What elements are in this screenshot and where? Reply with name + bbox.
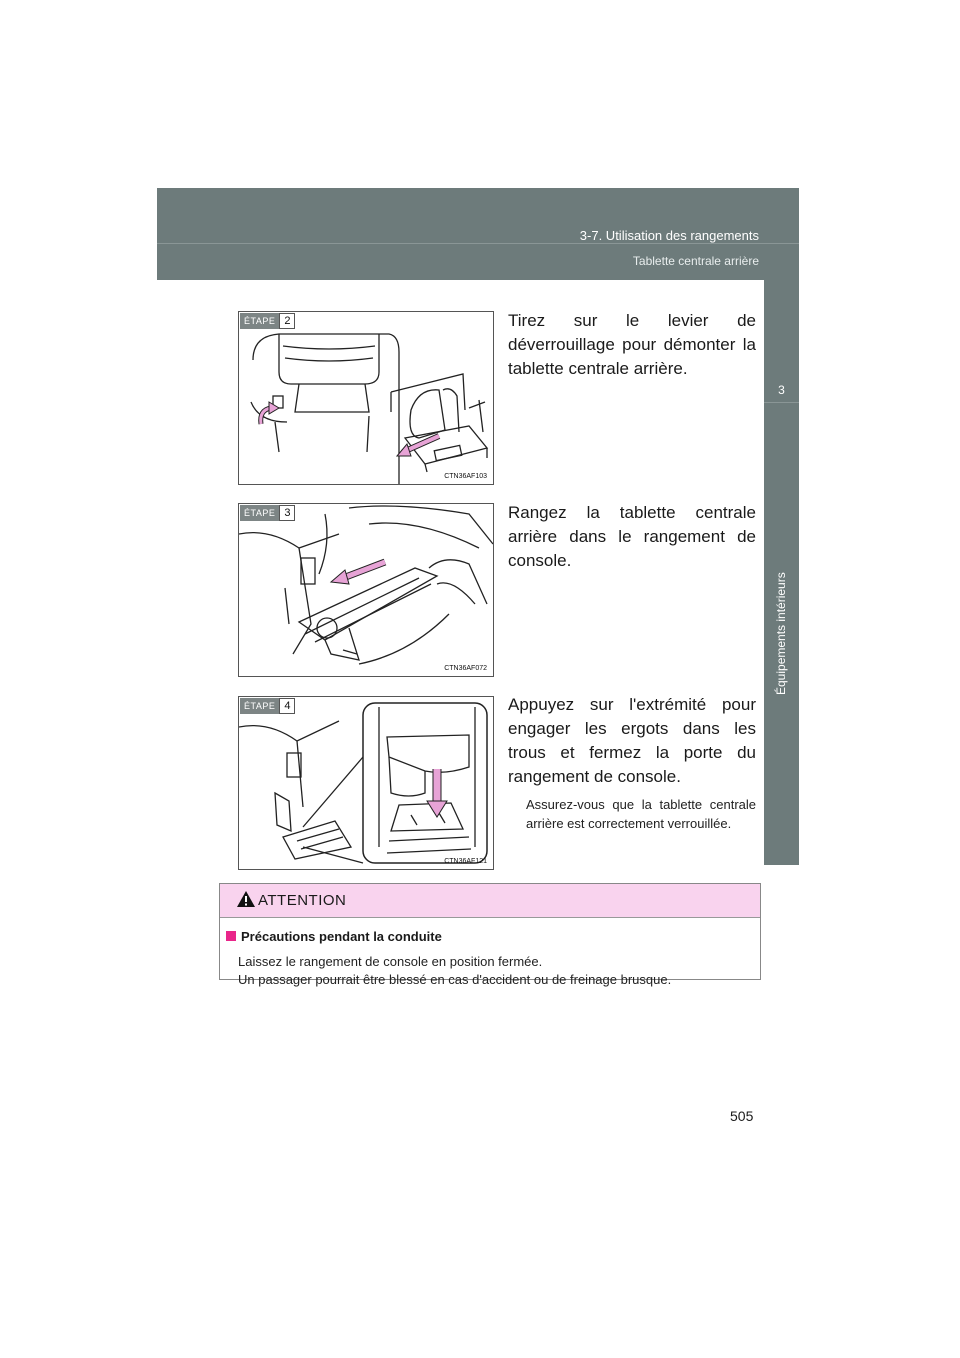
chapter-divider [764, 402, 799, 403]
attention-title: ATTENTION [258, 892, 347, 909]
step-4-instruction: Appuyez sur l'extrémité pour engager les ergots dans les trous et fermez la porte du rangement de console. [508, 695, 756, 786]
step-badge [240, 505, 295, 521]
step-badge [240, 698, 295, 714]
step-number: 4 [279, 698, 295, 714]
step-number: 2 [279, 313, 295, 329]
attention-heading-text: Précautions pendant la conduite [241, 929, 442, 944]
warning-icon [236, 890, 256, 908]
step-label: ÉTAPE [240, 698, 279, 714]
step-label: ÉTAPE [240, 313, 279, 329]
attention-header [220, 884, 760, 918]
step-number: 3 [279, 505, 295, 521]
step-label: ÉTAPE [240, 505, 279, 521]
chapter-number: 3 [778, 383, 785, 397]
attention-line-2: Un passager pourrait être blessé en cas d'accident ou de freinage brusque. [238, 972, 672, 987]
step-3-instruction: Rangez la tablette centrale arrière dans le rangement de console. [508, 503, 756, 570]
lever-release-drawing [239, 312, 493, 484]
attention-box [219, 883, 761, 987]
attention-heading [226, 929, 442, 944]
header-divider [157, 243, 799, 244]
figure-code: CTN36AF121 [444, 858, 487, 865]
console-close-drawing [239, 697, 493, 869]
bullet-square-icon [226, 931, 236, 941]
step-badge [240, 313, 295, 329]
console-storage-drawing [239, 504, 493, 676]
step-3-illustration [238, 503, 494, 677]
step-2-instruction: Tirez sur le levier de déverrouillage pour démonter la tablette centrale arrière. [508, 311, 756, 378]
attention-line-1: Laissez le rangement de console en position fermée. [238, 954, 543, 969]
step-2-illustration [238, 311, 494, 485]
page-header [157, 188, 799, 280]
subsection-title: Tablette centrale arrière [632, 254, 759, 268]
chapter-tab [764, 280, 799, 865]
step-4-note: Assurez-vous que la tablette centrale arrière est correctement verrouillée. [526, 797, 756, 831]
page-number: 505 [730, 1108, 754, 1124]
figure-code: CTN36AF072 [444, 665, 487, 672]
chapter-title: Équipements intérieurs [774, 572, 788, 695]
figure-code: CTN36AF103 [444, 473, 487, 480]
section-title: 3-7. Utilisation des rangements [579, 228, 759, 243]
step-4-illustration [238, 696, 494, 870]
